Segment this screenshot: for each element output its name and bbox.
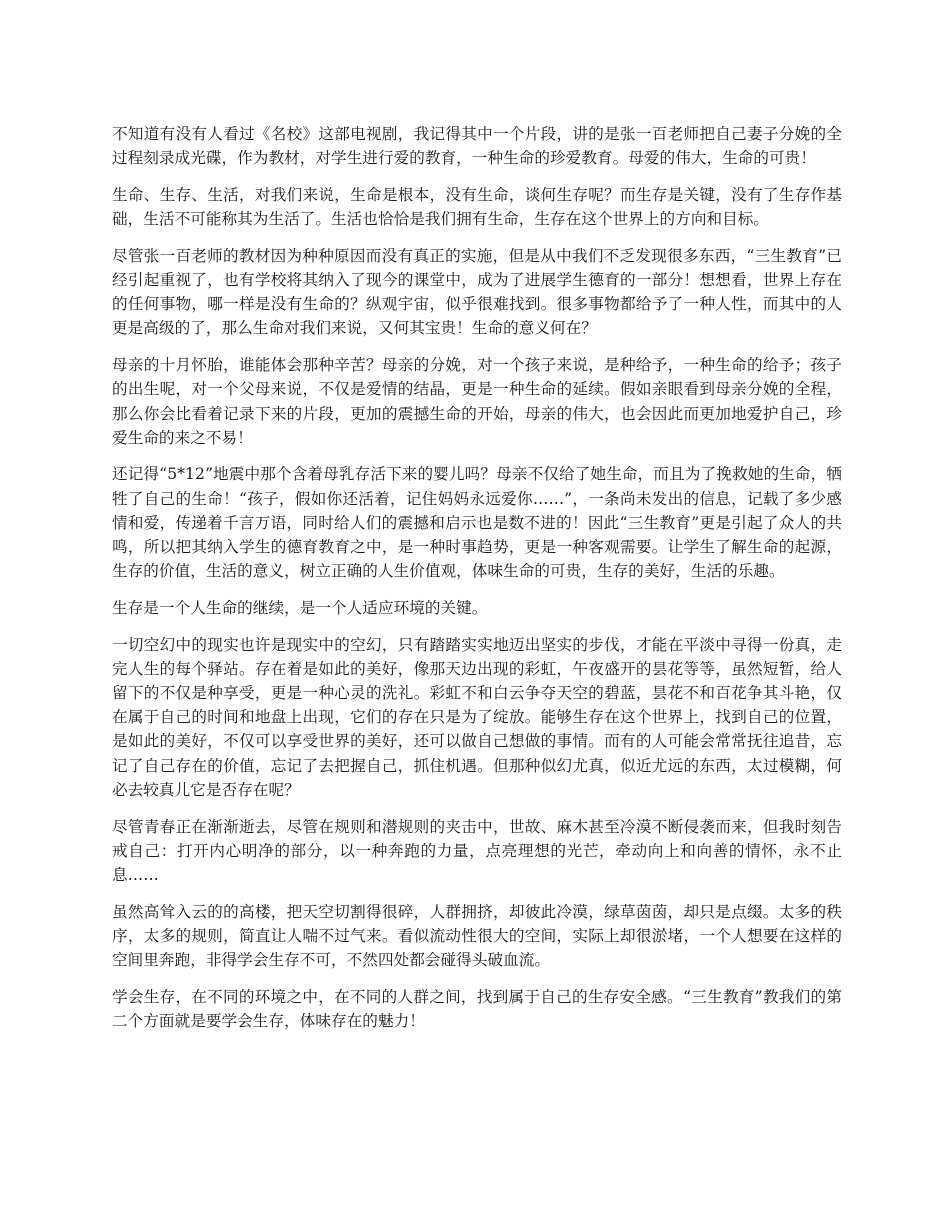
paragraph-10: 学会生存，在不同的环境之中，在不同的人群之间，找到属于自己的生存安全感。“三生教育”教我们的第二个方面就是要学会生存，体味存在的魅力！ bbox=[112, 987, 842, 1030]
paragraph-9: 虽然高耸入云的的高楼，把天空切割得很碎，人群拥挤，却彼此冷漠，绿草茵茵，却只是点缀。太多的秩序，太多的规则，简直让人喘不过气来。看似流动性很大的空间，实际上却很淤堵，一个人想要在这样的空间里奔跑，非得学会生存不可，不然四处都会碰得头破血流。 bbox=[112, 902, 842, 970]
paragraph-3: 尽管张一百老师的教材因为种种原因而没有真正的实施，但是从中我们不乏发现很多东西，“三生教育”已经引起重视了，也有学校将其纳入了现今的课堂中，成为了进展学生德育的一部分！想想看，世界上存在的任何事物，哪一样是没有生命的？纵观宇宙，似乎很难找到。很多事物都给予了一种人性，而其中的人更是高级的了，那么生命对我们来说，又何其宝贵！生命的意义何在？ bbox=[112, 246, 842, 338]
paragraph-7: 一切空幻中的现实也许是现实中的空幻，只有踏踏实实地迈出坚实的步伐，才能在平淡中寻得一份真，走完人生的每个驿站。存在着是如此的美好，像那天边出现的彩虹，午夜盛开的昙花等等，虽然短暂，给人留下的不仅是种享受，更是一种心灵的洗礼。彩虹不和白云争夺天空的碧蓝，昙花不和百花争其斗艳，仅在属于自己的时间和地盘上出现，它们的存在只是为了绽放。能够生存在这个世界上，找到自己的位置，是如此的美好，不仅可以享受世界的美好，还可以做自己想做的事情。而有的人可能会常常抚往追昔，忘记了自己存在的价值，忘记了去把握自己，抓住机遇。但那种似幻尤真，似近尤远的东西，太过模糊，何必去较真儿它是否存在呢？ bbox=[112, 635, 842, 799]
paragraph-2: 生命、生存、生活，对我们来说，生命是根本，没有生命，谈何生存呢？而生存是关键，没有了生存作基础，生活不可能称其为生活了。生活也恰恰是我们拥有生命，生存在这个世界上的方向和目标。 bbox=[112, 185, 842, 229]
paragraph-4: 母亲的十月怀胎，谁能体会那种辛苦？母亲的分娩，对一个孩子来说，是种给予，一种生命的给予；孩子的出生呢，对一个父母来说，不仅是爱情的结晶，更是一种生命的延续。假如亲眼看到母亲分娩的全程，那么你会比看着记录下来的片段，更加的震撼生命的开始，母亲的伟大，也会因此而更加地爱护自己，珍爱生命的来之不易！ bbox=[112, 356, 842, 447]
paragraph-8: 尽管青春正在渐渐逝去，尽管在规则和潜规则的夹击中，世故、麻木甚至冷漠不断侵袭而来，但我时刻告戒自己：打开内心明净的部分，以一种奔跑的力量，点亮理想的光芒，牵动向上和向善的情怀，永不止息…… bbox=[112, 817, 842, 884]
paragraph-5: 还记得“5*12”地震中那个含着母乳存活下来的婴儿吗？母亲不仅给了她生命，而且为了挽救她的生命，牺牲了自己的生命！“孩子，假如你还活着，记住妈妈永远爱你……”，一条尚未发出的信息，记载了多少感情和爱，传递着千言万语，同时给人们的震撼和启示也是数不进的！因此“三生教育”更是引起了众人的共鸣，所以把其纳入学生的德育教育之中，是一种时事趋势，更是一种客观需要。让学生了解生命的起源，生存的价值，生活的意义，树立正确的人生价值观，体味生命的可贵，生存的美好，生活的乐趣。 bbox=[112, 465, 842, 581]
paragraph-6: 生存是一个人生命的继续，是一个人适应环境的关键。 bbox=[112, 598, 488, 617]
document-page bbox=[112, 122, 842, 1046]
paragraph-1: 不知道有没有人看过《名校》这部电视剧，我记得其中一个片段，讲的是张一百老师把自己妻子分娩的全过程刻录成光碟，作为教材，对学生进行爱的教育，一种生命的珍爱教育。母爱的伟大，生命的可贵！ bbox=[112, 125, 842, 168]
